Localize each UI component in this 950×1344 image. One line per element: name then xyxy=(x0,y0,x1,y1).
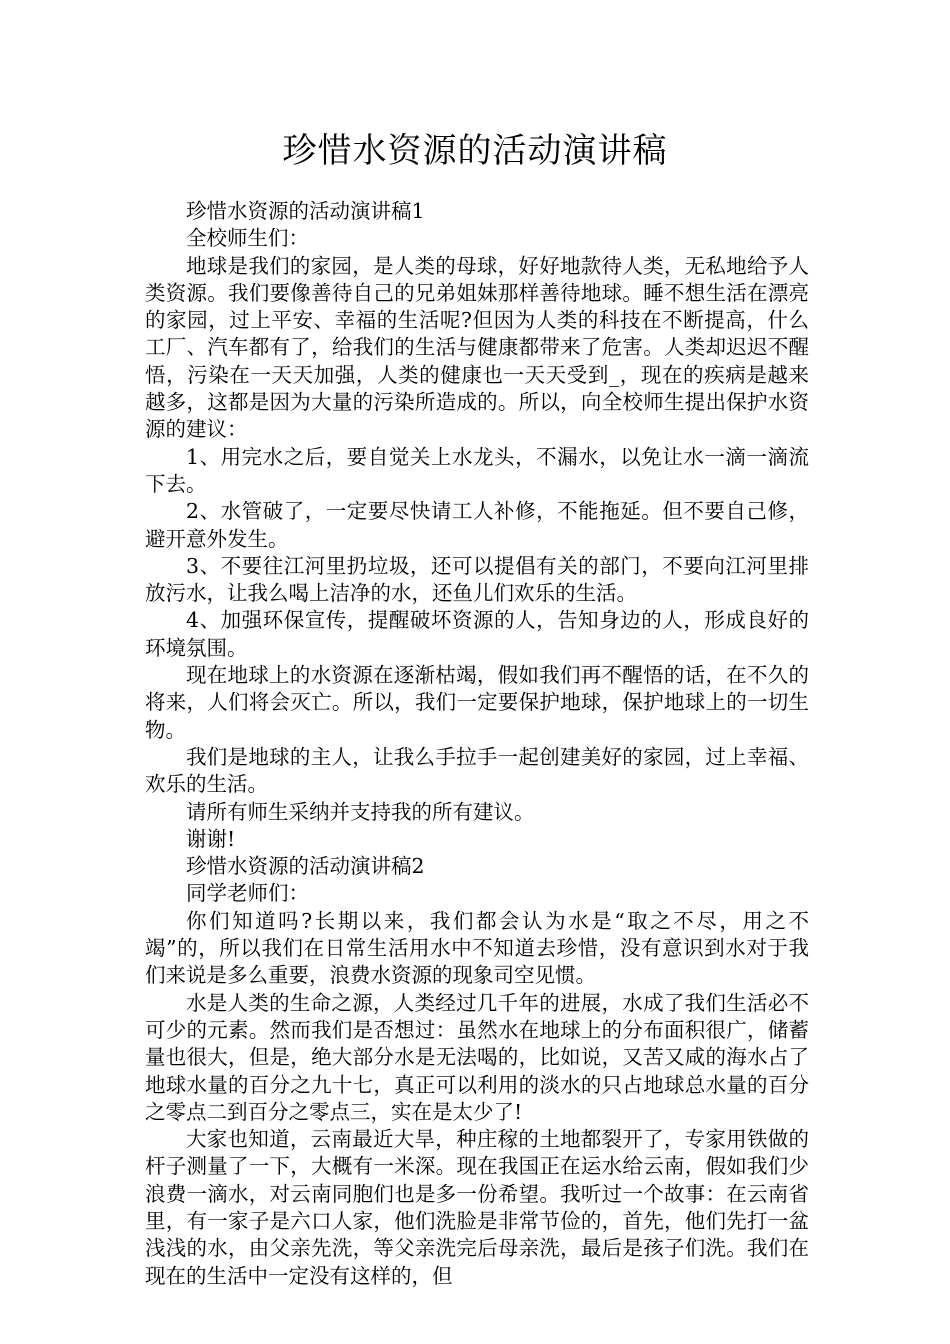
section-heading-2: 珍惜水资源的活动演讲稿2 xyxy=(186,854,425,879)
paragraph-request: 请所有师生采纳并支持我的所有建议。 xyxy=(186,799,535,824)
paragraph-water-source: 水是人类的生命之源，人类经过几千年的进展，水成了我们生活必不可少的元素。然而我们是否想过：虽然水在地球上的分布面积很广，储蓄量也很大，但是，绝大部分水是无法喝的，比如说，又苦又咸的海水占了地球水量的百分之九十七，真正可以利用的淡水的只占地球总水量的百分之零点二到百分之零点三，实在是太少了! xyxy=(145,990,809,1124)
paragraph-intro: 地球是我们的家园，是人类的母球，好好地款待人类，无私地给予人类资源。我们要像善待自己的兄弟姐妹那样善待地球。睡不想生活在漂亮的家园，过上平安、幸福的生活呢?但因为人类的科技在不断提高，什么工厂、汽车都有了，给我们的生活与健康都带来了危害。人类却迟迟不醒悟，污染在一天天加强，人类的健康也一天天受到_，现在的疾病是越来越多，这都是因为大量的污染所造成的。所以，向全校师生提出保护水资源的建议： xyxy=(145,253,809,442)
suggestion-4: 4、加强环保宣传，提醒破坏资源的人，告知身边的人，形成良好的环境氛围。 xyxy=(145,608,809,660)
document-body xyxy=(145,198,809,1290)
document-title: 珍惜水资源的活动演讲稿 xyxy=(282,131,668,171)
section-heading-1: 珍惜水资源的活动演讲稿1 xyxy=(186,199,425,223)
suggestion-3: 3、不要往江河里扔垃圾，还可以提倡有关的部门，不要向江河里排放污水，让我么喝上洁净的水，还鱼儿们欢乐的生活。 xyxy=(145,553,809,606)
paragraph-question: 你们知道吗?长期以来，我们都会认为水是“取之不尽，用之不竭”的，所以我们在日常生活用水中不知道去珍惜，没有意识到水对于我们来说是多么重要，浪费水资源的现象司空见惯。 xyxy=(145,908,809,988)
salutation-1: 全校师生们： xyxy=(186,226,309,251)
closing-thanks: 谢谢! xyxy=(186,826,236,851)
paragraph-warning: 现在地球上的水资源在逐渐枯竭，假如我们再不醒悟的话，在不久的将来，人们将会灭亡。所以，我们一定要保护地球，保护地球上的一切生物。 xyxy=(145,663,809,742)
paragraph-call: 我们是地球的主人，让我么手拉手一起创建美好的家园，过上幸福、欢乐的生活。 xyxy=(145,744,809,797)
paragraph-yunnan: 大家也知道，云南最近大旱，种庄稼的土地都裂开了，专家用铁做的杆子测量了一下，大概有一米深。现在我国正在运水给云南，假如我们少浪费一滴水，对云南同胞们也是多一份希望。我听过一个故事：在云南省里，有一家子是六口人家，他们洗脸是非常节俭的，首先，他们先打一盆浅浅的水，由父亲先洗，等父亲洗完后母亲洗，最后是孩子们洗。我们在现在的生活中一定没有这样的，但 xyxy=(145,1127,809,1288)
suggestion-1: 1、用完水之后，要自觉关上水龙头，不漏水，以免让水一滴一滴流下去。 xyxy=(145,444,809,496)
salutation-2: 同学老师们： xyxy=(186,881,309,906)
suggestion-2: 2、水管破了，一定要尽快请工人补修，不能拖延。但不要自己修，避开意外发生。 xyxy=(145,499,809,551)
